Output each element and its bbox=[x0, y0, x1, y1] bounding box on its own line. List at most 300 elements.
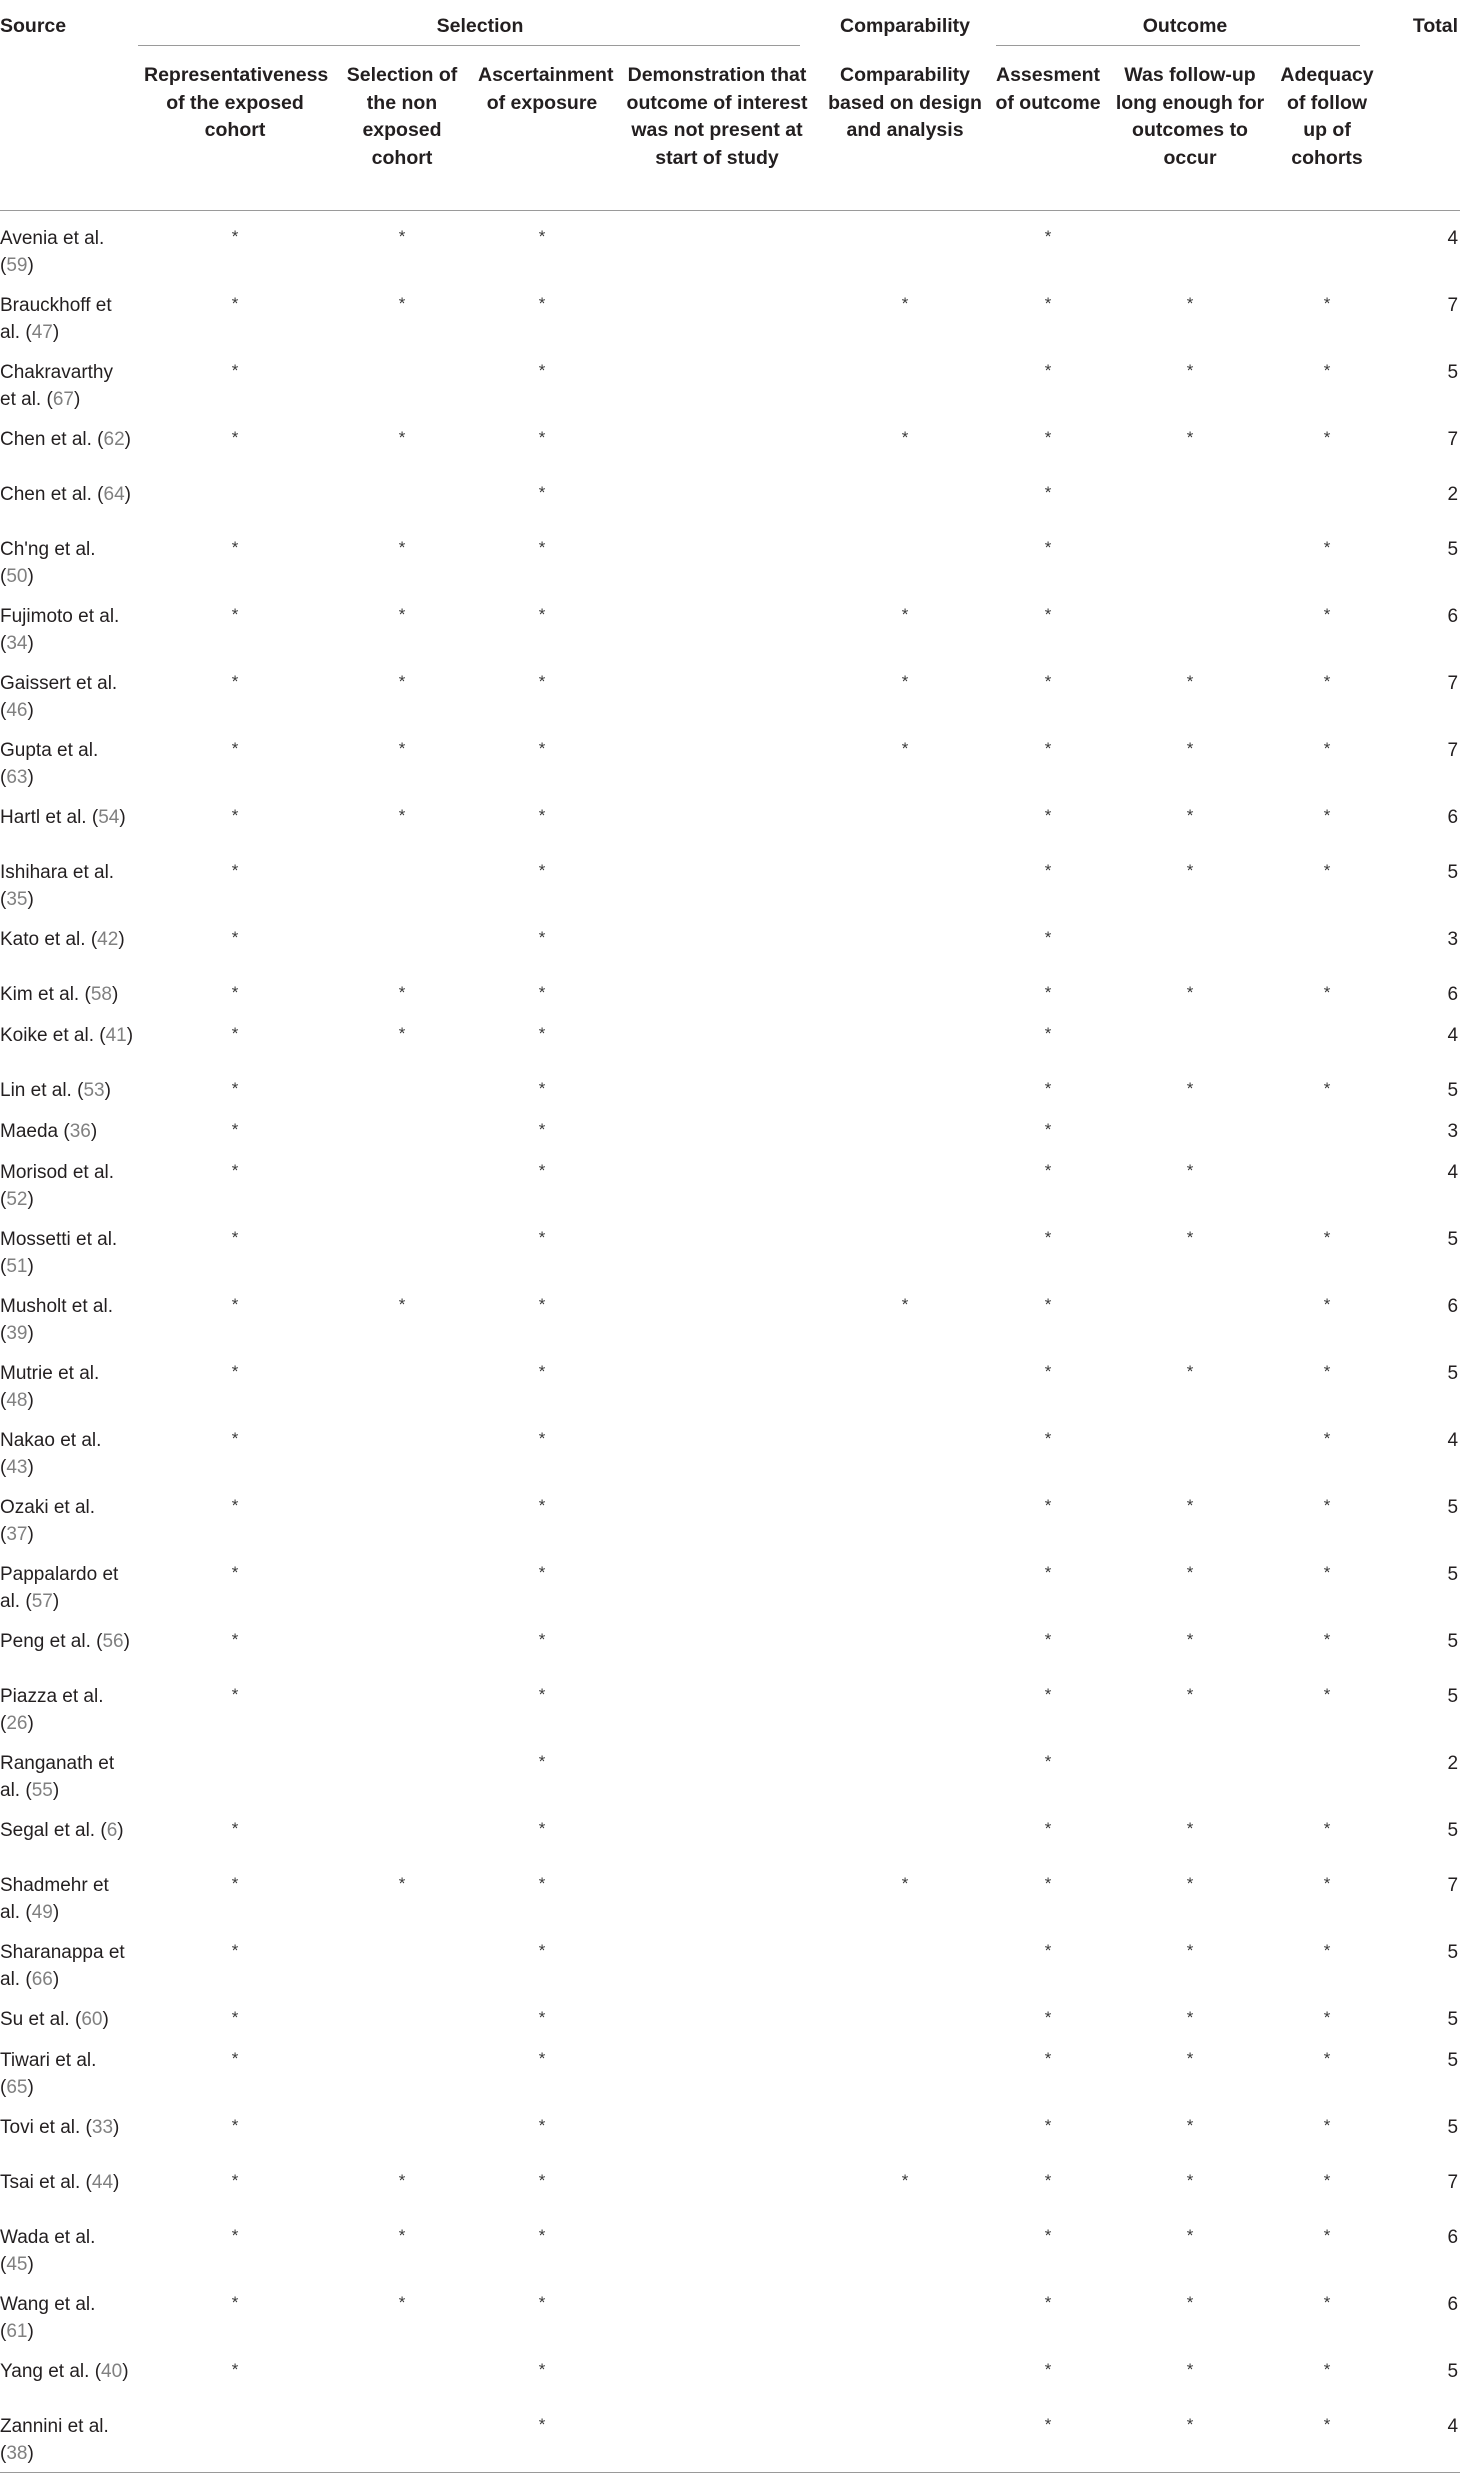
total-cell: 5 bbox=[1447, 538, 1459, 560]
reference-link[interactable]: 46 bbox=[6, 700, 28, 721]
reference-link[interactable]: 49 bbox=[31, 1902, 53, 1923]
star-cell-7 bbox=[1108, 1671, 1272, 1738]
star-cell-2 bbox=[332, 725, 472, 792]
column-header-selection-non-exposed: Selection of the non exposed cohort bbox=[346, 64, 458, 169]
star-icon: * bbox=[231, 2115, 239, 2135]
star-cell-5 bbox=[822, 280, 988, 347]
reference-link[interactable]: 58 bbox=[90, 983, 112, 1005]
star-icon: * bbox=[231, 1227, 239, 1247]
star-cell-4 bbox=[612, 1348, 822, 1415]
star-icon: * bbox=[538, 427, 546, 447]
star-icon: * bbox=[1186, 2170, 1194, 2190]
reference-link[interactable]: 64 bbox=[103, 483, 125, 505]
star-cell-6 bbox=[988, 524, 1108, 591]
star-icon: * bbox=[901, 1294, 909, 1314]
star-cell-6 bbox=[988, 210, 1108, 280]
total-cell: 5 bbox=[1447, 1362, 1459, 1384]
star-cell-2 bbox=[332, 1010, 472, 1065]
author-name: Yang et al. bbox=[0, 2360, 90, 2382]
reference-link[interactable]: 36 bbox=[69, 1120, 91, 1142]
author-name: Segal et al. bbox=[0, 1819, 96, 1841]
star-cell-7 bbox=[1108, 1805, 1272, 1860]
reference-link[interactable]: 34 bbox=[6, 633, 28, 654]
star-cell-6 bbox=[988, 1927, 1108, 1994]
author-name: Kim et al. bbox=[0, 983, 80, 1005]
star-icon: * bbox=[398, 2292, 406, 2312]
column-header-follow-up-adequacy: Adequacy of follow up of cohorts bbox=[1280, 64, 1374, 169]
star-icon: * bbox=[901, 604, 909, 624]
reference-link[interactable]: 35 bbox=[6, 889, 28, 910]
reference-link[interactable]: 42 bbox=[97, 928, 119, 950]
star-cell-3 bbox=[472, 2279, 612, 2346]
source-cell: Chen et al. (64) bbox=[0, 483, 131, 505]
author-name: Brauckhoff et al. bbox=[0, 294, 112, 343]
star-cell-7 bbox=[1108, 1348, 1272, 1415]
star-cell-1 bbox=[138, 2035, 332, 2102]
reference-link[interactable]: 38 bbox=[6, 2443, 28, 2464]
star-cell-7 bbox=[1108, 914, 1272, 969]
table-row bbox=[0, 969, 1460, 1010]
author-name: Piazza et al. bbox=[0, 1685, 104, 1707]
star-cell-2 bbox=[332, 1860, 472, 1927]
star-icon: * bbox=[231, 927, 239, 947]
star-icon: * bbox=[1186, 1078, 1194, 1098]
reference-link[interactable]: 55 bbox=[31, 1780, 53, 1801]
star-icon: * bbox=[538, 671, 546, 691]
star-cell-1 bbox=[138, 1065, 332, 1106]
header-group-row bbox=[0, 0, 1460, 46]
star-icon: * bbox=[231, 1078, 239, 1098]
author-name: Tiwari et al. bbox=[0, 2049, 97, 2071]
star-cell-7 bbox=[1108, 969, 1272, 1010]
star-icon: * bbox=[1323, 2225, 1331, 2245]
star-icon: * bbox=[1044, 1629, 1052, 1649]
star-icon: * bbox=[538, 982, 546, 1002]
star-cell-8 bbox=[1272, 1281, 1382, 1348]
star-cell-4 bbox=[612, 1738, 822, 1805]
star-cell-8 bbox=[1272, 2035, 1382, 2102]
star-cell-6 bbox=[988, 2212, 1108, 2279]
author-name: Wang et al. bbox=[0, 2293, 96, 2315]
star-icon: * bbox=[1323, 1562, 1331, 1582]
star-cell-8 bbox=[1272, 1671, 1382, 1738]
source-cell: Lin et al. (53) bbox=[0, 1079, 111, 1101]
total-cell: 4 bbox=[1447, 1161, 1459, 1183]
star-icon: * bbox=[231, 604, 239, 624]
star-icon: * bbox=[538, 1119, 546, 1139]
star-icon: * bbox=[1323, 1873, 1331, 1893]
author-name: Wada et al. bbox=[0, 2226, 96, 2248]
star-cell-8 bbox=[1272, 1994, 1382, 2035]
star-cell-7 bbox=[1108, 469, 1272, 524]
star-cell-3 bbox=[472, 2102, 612, 2157]
star-cell-6 bbox=[988, 1805, 1108, 1860]
table-row bbox=[0, 2212, 1460, 2279]
star-icon: * bbox=[538, 738, 546, 758]
star-cell-5 bbox=[822, 725, 988, 792]
star-cell-3 bbox=[472, 524, 612, 591]
star-cell-3 bbox=[472, 1994, 612, 2035]
star-cell-8 bbox=[1272, 1805, 1382, 1860]
star-cell-1 bbox=[138, 1106, 332, 1147]
star-cell-2 bbox=[332, 792, 472, 847]
star-cell-2 bbox=[332, 1927, 472, 1994]
star-icon: * bbox=[398, 982, 406, 1002]
total-column-header: Total bbox=[1412, 15, 1459, 37]
source-cell: Ch'ng et al. (50) bbox=[0, 538, 96, 587]
star-cell-4 bbox=[612, 792, 822, 847]
star-cell-6 bbox=[988, 1994, 1108, 2035]
star-cell-4 bbox=[612, 280, 822, 347]
star-cell-2 bbox=[332, 1106, 472, 1147]
star-cell-1 bbox=[138, 210, 332, 280]
star-cell-4 bbox=[612, 1860, 822, 1927]
star-icon: * bbox=[1044, 2225, 1052, 2245]
star-icon: * bbox=[538, 226, 546, 246]
reference-link[interactable]: 6 bbox=[106, 1819, 118, 1841]
selection-group-header bbox=[138, 0, 822, 46]
star-cell-5 bbox=[822, 2157, 988, 2212]
star-icon: * bbox=[231, 1119, 239, 1139]
star-cell-7 bbox=[1108, 591, 1272, 658]
star-cell-5 bbox=[822, 2401, 988, 2473]
star-cell-4 bbox=[612, 969, 822, 1010]
reference-link[interactable]: 60 bbox=[81, 2008, 103, 2030]
reference-link[interactable]: 50 bbox=[6, 566, 28, 587]
reference-link[interactable]: 53 bbox=[83, 1079, 105, 1101]
star-icon: * bbox=[1323, 1227, 1331, 1247]
star-cell-2 bbox=[332, 2212, 472, 2279]
author-name: Morisod et al. bbox=[0, 1161, 115, 1183]
star-cell-5 bbox=[822, 414, 988, 469]
star-icon: * bbox=[1044, 1227, 1052, 1247]
source-cell: Morisod et al. (52) bbox=[0, 1161, 115, 1210]
star-cell-1 bbox=[138, 914, 332, 969]
star-cell-4 bbox=[612, 1010, 822, 1065]
reference-link[interactable]: 43 bbox=[6, 1457, 28, 1478]
star-cell-4 bbox=[612, 2035, 822, 2102]
reference-link[interactable]: 45 bbox=[6, 2254, 28, 2275]
star-icon: * bbox=[538, 1684, 546, 1704]
star-icon: * bbox=[538, 537, 546, 557]
star-icon: * bbox=[231, 1818, 239, 1838]
source-cell: Nakao et al. (43) bbox=[0, 1429, 102, 1478]
author-name: Mutrie et al. bbox=[0, 1362, 100, 1384]
star-cell-8 bbox=[1272, 2401, 1382, 2473]
star-cell-2 bbox=[332, 2157, 472, 2212]
star-cell-3 bbox=[472, 792, 612, 847]
star-icon: * bbox=[1323, 293, 1331, 313]
star-icon: * bbox=[398, 537, 406, 557]
star-cell-7 bbox=[1108, 1147, 1272, 1214]
star-cell-1 bbox=[138, 2212, 332, 2279]
reference-link[interactable]: 67 bbox=[52, 389, 74, 410]
reference-link[interactable]: 57 bbox=[31, 1591, 53, 1612]
star-cell-3 bbox=[472, 280, 612, 347]
total-cell: 5 bbox=[1447, 1685, 1459, 1707]
star-cell-8 bbox=[1272, 591, 1382, 658]
total-cell: 5 bbox=[1447, 1563, 1459, 1585]
total-cell: 5 bbox=[1447, 2049, 1459, 2071]
reference-link[interactable]: 65 bbox=[6, 2077, 28, 2098]
star-cell-8 bbox=[1272, 1106, 1382, 1147]
reference-link[interactable]: 47 bbox=[31, 322, 53, 343]
star-icon: * bbox=[538, 1023, 546, 1043]
star-icon: * bbox=[538, 1562, 546, 1582]
star-cell-6 bbox=[988, 414, 1108, 469]
author-name: Ishihara et al. bbox=[0, 861, 115, 883]
star-icon: * bbox=[1044, 1873, 1052, 1893]
table-row bbox=[0, 210, 1460, 280]
star-icon: * bbox=[538, 1940, 546, 1960]
star-icon: * bbox=[538, 860, 546, 880]
reference-link[interactable]: 51 bbox=[6, 1256, 28, 1277]
star-cell-8 bbox=[1272, 1482, 1382, 1549]
star-cell-6 bbox=[988, 2102, 1108, 2157]
star-icon: * bbox=[231, 671, 239, 691]
star-icon: * bbox=[398, 2170, 406, 2190]
star-cell-5 bbox=[822, 1281, 988, 1348]
column-header-follow-up-length: Was follow-up long enough for outcomes to occur bbox=[1115, 64, 1265, 169]
star-icon: * bbox=[231, 360, 239, 380]
star-icon: * bbox=[1186, 1495, 1194, 1515]
star-cell-4 bbox=[612, 347, 822, 414]
reference-link[interactable]: 26 bbox=[6, 1713, 28, 1734]
star-cell-1 bbox=[138, 1616, 332, 1671]
star-icon: * bbox=[538, 1818, 546, 1838]
star-cell-8 bbox=[1272, 969, 1382, 1010]
total-cell: 7 bbox=[1447, 294, 1459, 316]
star-cell-6 bbox=[988, 969, 1108, 1010]
star-icon: * bbox=[1323, 2414, 1331, 2434]
star-icon: * bbox=[1186, 1227, 1194, 1247]
column-header-assessment-outcome: Assesment of outcome bbox=[995, 64, 1101, 114]
star-icon: * bbox=[1044, 1818, 1052, 1838]
star-cell-3 bbox=[472, 2157, 612, 2212]
reference-link[interactable]: 33 bbox=[91, 2116, 114, 2138]
star-cell-7 bbox=[1108, 1738, 1272, 1805]
source-cell: Zannini et al. (38) bbox=[0, 2401, 138, 2473]
star-cell-2 bbox=[332, 914, 472, 969]
total-cell: 5 bbox=[1447, 861, 1459, 883]
source-cell: Tsai et al. (44) bbox=[0, 2171, 120, 2193]
reference-link[interactable]: 54 bbox=[98, 806, 120, 828]
star-cell-4 bbox=[612, 469, 822, 524]
star-cell-2 bbox=[332, 1348, 472, 1415]
reference-link[interactable]: 41 bbox=[105, 1024, 127, 1046]
star-cell-4 bbox=[612, 914, 822, 969]
reference-link[interactable]: 56 bbox=[102, 1630, 124, 1652]
star-cell-2 bbox=[332, 2102, 472, 2157]
star-icon: * bbox=[1044, 2414, 1052, 2434]
source-cell: Avenia et al. (59) bbox=[0, 227, 105, 276]
star-icon: * bbox=[231, 2292, 239, 2312]
star-icon: * bbox=[1044, 1078, 1052, 1098]
table-row bbox=[0, 2035, 1460, 2102]
star-icon: * bbox=[538, 293, 546, 313]
star-cell-5 bbox=[822, 1482, 988, 1549]
star-cell-7 bbox=[1108, 792, 1272, 847]
source-cell: Musholt et al. (39) bbox=[0, 1295, 113, 1344]
star-icon: * bbox=[1044, 1751, 1052, 1771]
star-cell-7 bbox=[1108, 347, 1272, 414]
star-icon: * bbox=[538, 2359, 546, 2379]
reference-link[interactable]: 61 bbox=[6, 2321, 28, 2342]
star-cell-6 bbox=[988, 914, 1108, 969]
author-name: Su et al. bbox=[0, 2008, 70, 2030]
star-cell-4 bbox=[612, 591, 822, 658]
star-cell-1 bbox=[138, 2401, 332, 2473]
star-cell-3 bbox=[472, 210, 612, 280]
total-cell: 7 bbox=[1447, 1874, 1459, 1896]
source-cell: Gupta et al. (63) bbox=[0, 739, 99, 788]
star-cell-1 bbox=[138, 2346, 332, 2401]
table-row bbox=[0, 1010, 1460, 1065]
table-row bbox=[0, 1281, 1460, 1348]
column-header-demonstration: Demonstration that outcome of interest was not present at start of study bbox=[626, 64, 808, 169]
total-cell: 6 bbox=[1447, 1295, 1459, 1317]
star-cell-7 bbox=[1108, 1010, 1272, 1065]
star-icon: * bbox=[1323, 1818, 1331, 1838]
author-name: Kato et al. bbox=[0, 928, 86, 950]
star-cell-3 bbox=[472, 2401, 612, 2473]
star-icon: * bbox=[1044, 2292, 1052, 2312]
reference-link[interactable]: 39 bbox=[6, 1323, 28, 1344]
reference-link[interactable]: 44 bbox=[91, 2171, 114, 2193]
reference-link[interactable]: 52 bbox=[6, 1189, 28, 1210]
star-icon: * bbox=[231, 2225, 239, 2245]
source-cell: Fujimoto et al. (34) bbox=[0, 605, 120, 654]
star-cell-7 bbox=[1108, 1860, 1272, 1927]
total-cell: 7 bbox=[1447, 739, 1459, 761]
table-row bbox=[0, 1549, 1460, 1616]
star-icon: * bbox=[231, 1160, 239, 1180]
star-cell-8 bbox=[1272, 1927, 1382, 1994]
total-cell: 5 bbox=[1447, 361, 1459, 383]
star-cell-7 bbox=[1108, 1281, 1272, 1348]
source-cell: Maeda (36) bbox=[0, 1120, 98, 1142]
star-cell-6 bbox=[988, 1616, 1108, 1671]
star-icon: * bbox=[1044, 1119, 1052, 1139]
star-cell-3 bbox=[472, 2346, 612, 2401]
star-cell-2 bbox=[332, 524, 472, 591]
table-row bbox=[0, 469, 1460, 524]
star-cell-6 bbox=[988, 1010, 1108, 1065]
star-cell-2 bbox=[332, 469, 472, 524]
star-cell-8 bbox=[1272, 658, 1382, 725]
table-row bbox=[0, 414, 1460, 469]
star-cell-5 bbox=[822, 1214, 988, 1281]
author-name: Zannini et al. bbox=[0, 2415, 109, 2437]
author-name: Fujimoto et al. bbox=[0, 605, 120, 627]
table-row bbox=[0, 658, 1460, 725]
star-cell-1 bbox=[138, 469, 332, 524]
total-cell: 7 bbox=[1447, 428, 1459, 450]
star-cell-3 bbox=[472, 725, 612, 792]
star-cell-8 bbox=[1272, 2212, 1382, 2279]
star-cell-2 bbox=[332, 1482, 472, 1549]
star-cell-5 bbox=[822, 1348, 988, 1415]
source-cell: Kim et al. (58) bbox=[0, 983, 119, 1005]
reference-link[interactable]: 59 bbox=[6, 255, 28, 276]
star-cell-7 bbox=[1108, 1065, 1272, 1106]
star-icon: * bbox=[1044, 671, 1052, 691]
star-cell-4 bbox=[612, 1214, 822, 1281]
star-icon: * bbox=[538, 805, 546, 825]
star-cell-6 bbox=[988, 1065, 1108, 1106]
star-cell-5 bbox=[822, 347, 988, 414]
star-cell-2 bbox=[332, 847, 472, 914]
reference-link[interactable]: 62 bbox=[103, 428, 125, 450]
reference-link[interactable]: 40 bbox=[101, 2360, 123, 2382]
star-cell-2 bbox=[332, 1616, 472, 1671]
star-cell-3 bbox=[472, 914, 612, 969]
star-cell-2 bbox=[332, 969, 472, 1010]
reference-link[interactable]: 63 bbox=[6, 767, 28, 788]
star-cell-8 bbox=[1272, 1738, 1382, 1805]
star-icon: * bbox=[1186, 2414, 1194, 2434]
star-cell-6 bbox=[988, 1860, 1108, 1927]
comparability-group-label: Comparability bbox=[840, 15, 971, 37]
star-cell-7 bbox=[1108, 1616, 1272, 1671]
table-row bbox=[0, 280, 1460, 347]
star-icon: * bbox=[1323, 1294, 1331, 1314]
star-cell-7 bbox=[1108, 280, 1272, 347]
star-cell-8 bbox=[1272, 469, 1382, 524]
star-cell-3 bbox=[472, 1671, 612, 1738]
star-cell-4 bbox=[612, 414, 822, 469]
star-cell-6 bbox=[988, 2401, 1108, 2473]
star-cell-6 bbox=[988, 1549, 1108, 1616]
star-icon: * bbox=[1323, 1428, 1331, 1448]
source-cell: Mossetti et al. (51) bbox=[0, 1228, 118, 1277]
star-cell-4 bbox=[612, 2279, 822, 2346]
total-cell: 5 bbox=[1447, 2116, 1459, 2138]
source-cell: Brauckhoff et al. (47) bbox=[0, 294, 112, 343]
total-cell: 6 bbox=[1447, 2293, 1459, 2315]
star-icon: * bbox=[538, 1294, 546, 1314]
column-header-comparability: Comparability based on design and analysis bbox=[828, 64, 982, 141]
star-icon: * bbox=[1044, 360, 1052, 380]
author-name: Avenia et al. bbox=[0, 227, 105, 249]
star-cell-6 bbox=[988, 1415, 1108, 1482]
reference-link[interactable]: 66 bbox=[31, 1969, 53, 1990]
author-name: Peng et al. bbox=[0, 1630, 91, 1652]
star-cell-1 bbox=[138, 347, 332, 414]
star-cell-7 bbox=[1108, 2279, 1272, 2346]
reference-link[interactable]: 48 bbox=[6, 1390, 28, 1411]
table-row bbox=[0, 1348, 1460, 1415]
star-cell-5 bbox=[822, 1010, 988, 1065]
star-cell-3 bbox=[472, 1348, 612, 1415]
source-cell: Ranganath et al. (55) bbox=[0, 1752, 115, 1801]
source-cell: Su et al. (60) bbox=[0, 2008, 109, 2030]
star-cell-2 bbox=[332, 414, 472, 469]
star-icon: * bbox=[1186, 1684, 1194, 1704]
star-icon: * bbox=[231, 226, 239, 246]
star-cell-7 bbox=[1108, 658, 1272, 725]
star-cell-3 bbox=[472, 469, 612, 524]
star-cell-1 bbox=[138, 1860, 332, 1927]
reference-link[interactable]: 37 bbox=[6, 1524, 28, 1545]
star-cell-1 bbox=[138, 1147, 332, 1214]
total-cell: 5 bbox=[1447, 1941, 1459, 1963]
star-icon: * bbox=[538, 360, 546, 380]
source-cell: Pappalardo et al. (57) bbox=[0, 1563, 119, 1612]
star-icon: * bbox=[231, 1940, 239, 1960]
star-cell-1 bbox=[138, 1805, 332, 1860]
author-name: Gupta et al. bbox=[0, 739, 99, 761]
